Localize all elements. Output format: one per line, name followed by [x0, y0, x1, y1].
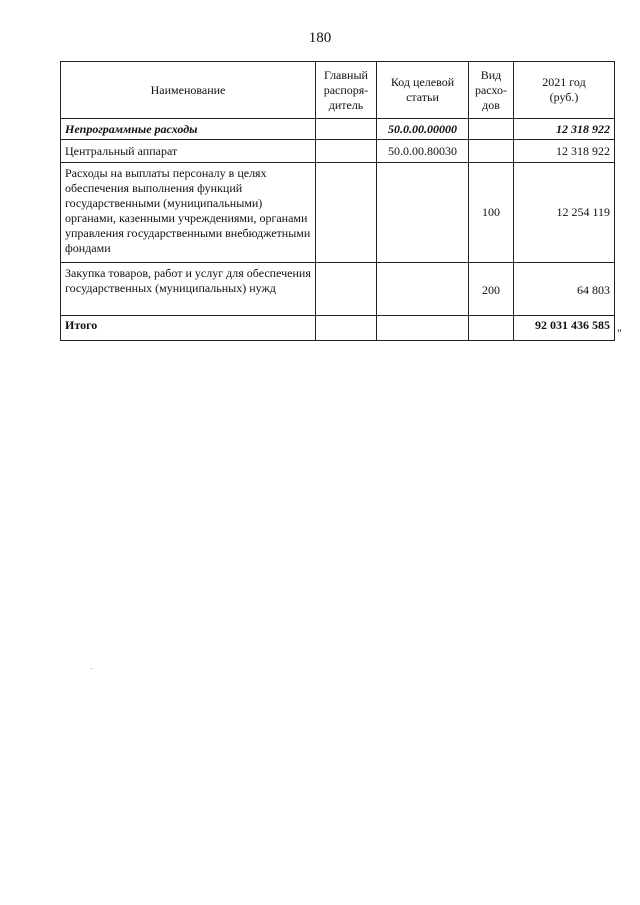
row-code	[377, 263, 469, 316]
closing-quote-mark: "	[617, 326, 622, 340]
page-number: 180	[308, 30, 332, 46]
row-type	[469, 316, 514, 341]
header-name: Наименование	[61, 62, 316, 119]
table-row	[61, 140, 615, 163]
scan-speck	[91, 668, 92, 669]
row-name: Центральный аппарат	[61, 140, 316, 163]
row-amount: 12 318 922	[514, 140, 615, 163]
table-row-total	[61, 316, 615, 341]
row-code: 50.0.00.80030	[377, 140, 469, 163]
row-manager	[316, 263, 377, 316]
header-manager: Главный распоря- дитель	[316, 62, 377, 119]
row-manager	[316, 316, 377, 341]
header-type: Вид расхо- дов	[469, 62, 514, 119]
row-manager	[316, 163, 377, 263]
row-code	[377, 163, 469, 263]
row-name: Итого	[61, 316, 316, 341]
row-type: 100	[469, 163, 514, 263]
row-amount: 64 803	[514, 263, 615, 316]
budget-table	[60, 61, 615, 341]
row-amount: 12 254 119	[514, 163, 615, 263]
table-header-row	[61, 62, 615, 119]
row-manager	[316, 140, 377, 163]
row-type: 200	[469, 263, 514, 316]
table-row	[61, 263, 615, 316]
row-amount: 12 318 922	[514, 119, 615, 140]
table-row	[61, 119, 615, 140]
header-code: Код целевой статьи	[377, 62, 469, 119]
row-manager	[316, 119, 377, 140]
row-code: 50.0.00.00000	[377, 119, 469, 140]
header-amount: 2021 год (руб.)	[514, 62, 615, 119]
row-name: Закупка товаров, работ и услуг для обеспечения государственных (муниципальных) нужд	[61, 263, 316, 316]
row-name: Непрограммные расходы	[61, 119, 316, 140]
row-type	[469, 140, 514, 163]
row-type	[469, 119, 514, 140]
row-name: Расходы на выплаты персоналу в целях обеспечения выполнения функций государственными (муниципальными) органами, казенными учреждениями, органами управления государственными внебюджетными фондами	[61, 163, 316, 263]
row-code	[377, 316, 469, 341]
table-row	[61, 163, 615, 263]
row-amount: 92 031 436 585	[514, 316, 615, 341]
